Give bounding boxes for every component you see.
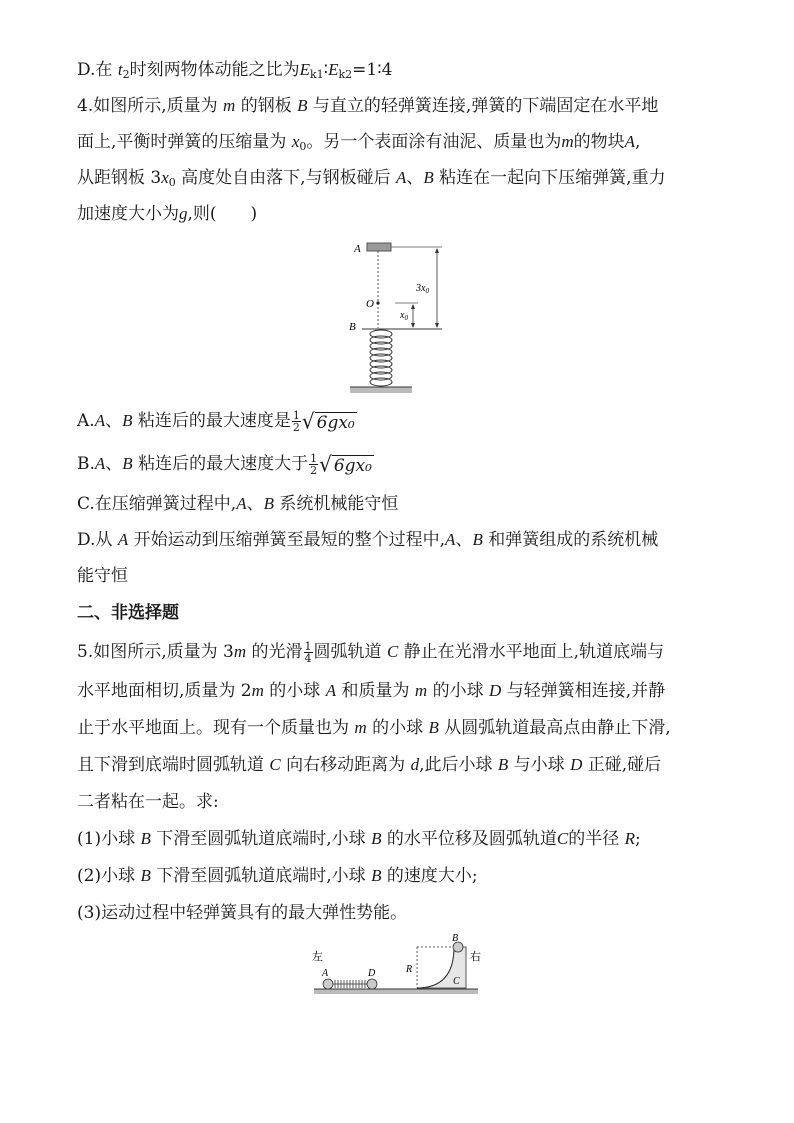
- text: A.: [77, 411, 95, 431]
- text: 的水平位移及圆弧轨道: [381, 829, 557, 849]
- label-d: D: [368, 968, 376, 979]
- text: B: [122, 411, 133, 430]
- text: B: [371, 866, 382, 885]
- label-r: R: [406, 964, 413, 975]
- text: 从距钢板 3: [77, 168, 162, 188]
- text: 下滑至圆弧轨道底端时,小球: [150, 829, 372, 849]
- text: 能守恒: [77, 566, 128, 586]
- text: 、: [406, 168, 424, 188]
- text: x: [291, 132, 300, 151]
- text: C: [386, 642, 399, 661]
- section-heading: 二、非选择题: [77, 603, 179, 623]
- text: 圆弧轨道: [313, 642, 387, 662]
- arc-track-figure: [308, 930, 488, 1000]
- point-o: [376, 301, 379, 304]
- q5-sub-2: [77, 866, 478, 886]
- label-right: 右: [470, 951, 481, 963]
- text: 、: [455, 530, 473, 550]
- fraction: $\frac{1}{2}$: [310, 452, 318, 477]
- text: 粘连后的最大速度是: [132, 411, 291, 431]
- ground-2: [314, 989, 478, 994]
- text: 面上,平衡时弹簧的压缩量为: [77, 132, 292, 152]
- spring-figure: [340, 236, 460, 396]
- text: B: [428, 718, 439, 737]
- text: 二者粘在一起。求:: [77, 792, 219, 812]
- label-x0: $x_0$: [400, 310, 408, 322]
- text: ,则( ): [187, 204, 258, 224]
- text: 的半径: [568, 829, 625, 849]
- option-d-prev: [77, 60, 392, 85]
- block-a: [367, 243, 391, 251]
- text: 的速度大小;: [381, 866, 478, 886]
- label-c: C: [453, 976, 460, 987]
- arrow-head-up2: [411, 304, 415, 309]
- text: d: [410, 755, 420, 774]
- arrow-head-up: [435, 248, 439, 253]
- ground: [350, 387, 412, 393]
- text: t: [117, 60, 123, 79]
- text: 系统机械能守恒: [274, 494, 399, 514]
- text: m: [233, 642, 247, 661]
- text: E: [299, 60, 310, 79]
- text: (2)小球: [77, 866, 141, 886]
- label-o: O: [366, 298, 374, 310]
- option-c: [77, 494, 398, 514]
- text: 水平地面相切,质量为 2: [77, 681, 252, 701]
- text: x: [161, 168, 169, 187]
- q5-sub-1: [77, 829, 641, 849]
- label-b: B: [349, 321, 356, 333]
- option-b: [77, 450, 374, 477]
- q4-line-1: [77, 96, 658, 116]
- text: 时刻两物体动能之比为: [129, 60, 300, 80]
- text: ;: [635, 829, 641, 849]
- option-a: [77, 407, 357, 434]
- text: 与小球: [508, 755, 571, 775]
- label-a2: A: [322, 968, 329, 979]
- text: k1: [309, 68, 324, 81]
- text: 0: [299, 140, 307, 153]
- text: m: [414, 681, 428, 700]
- text: ,此后小球: [419, 755, 498, 775]
- text: A: [396, 168, 407, 187]
- text: m: [251, 681, 264, 700]
- text: D: [489, 681, 502, 700]
- text: A: [325, 681, 337, 700]
- text: A: [94, 454, 106, 473]
- text: 粘连在一起向下压缩弹簧,重力: [433, 168, 666, 188]
- text: D.在: [77, 60, 118, 80]
- text: R: [624, 829, 636, 848]
- text: ,: [635, 132, 641, 152]
- text: m: [223, 96, 236, 115]
- text: =1∶4: [352, 60, 393, 80]
- text: B: [122, 454, 133, 473]
- text: B: [472, 530, 483, 549]
- text: 且下滑到底端时圆弧轨道: [77, 755, 270, 775]
- text: 、: [105, 454, 123, 474]
- text: 的小球: [366, 718, 429, 738]
- text: 和弹簧组成的系统机械: [482, 530, 659, 550]
- fraction: $\frac{1}{2}$: [292, 409, 300, 434]
- option-d-line-2: [77, 566, 128, 586]
- text: 的小球: [263, 681, 326, 701]
- text: 。另一个表面涂有油泥、质量也为: [306, 132, 562, 152]
- text: D.从: [77, 530, 118, 550]
- text: m: [561, 132, 574, 151]
- text: C: [269, 755, 281, 774]
- text: 与直立的轻弹簧连接,弹簧的下端固定在水平地: [307, 96, 659, 116]
- q5-line-4: [77, 755, 661, 775]
- text: 5.如图所示,质量为 3: [77, 642, 234, 662]
- text: B: [263, 494, 274, 513]
- text: m: [354, 718, 367, 737]
- q5-sub-3: [77, 903, 407, 923]
- q5-line-5: [77, 792, 219, 812]
- text: B.: [77, 454, 95, 474]
- sqrt: √ 6gx₀: [319, 450, 372, 477]
- q5-line-3: [77, 718, 671, 738]
- option-d-line-1: [77, 530, 658, 550]
- text: D: [570, 755, 583, 774]
- text: 向右移动距离为: [280, 755, 411, 775]
- label-3x0: $3x_0$: [416, 283, 429, 295]
- sqrt: √ 6gx₀: [301, 407, 355, 434]
- text: 、: [246, 494, 264, 514]
- text: 、: [105, 411, 123, 431]
- text: A: [117, 530, 129, 549]
- q4-line-3: [77, 168, 666, 193]
- text: 开始运动到压缩弹簧至最短的整个过程中,: [128, 530, 446, 550]
- fraction: $\frac{1}{4}$: [304, 640, 312, 665]
- text: A: [624, 132, 636, 151]
- text: C.在压缩弹簧过程中,: [77, 494, 237, 514]
- text: (3)运动过程中轻弹簧具有的最大弹性势能。: [77, 903, 408, 923]
- text: ∶: [323, 60, 329, 80]
- text: B: [140, 866, 151, 885]
- text: A: [236, 494, 247, 513]
- text: (1)小球: [77, 829, 141, 849]
- text: B: [140, 829, 151, 848]
- q4-line-4: [77, 204, 257, 224]
- spring: [370, 330, 392, 386]
- text: A: [94, 411, 106, 430]
- text: 与轻弹簧相连接,并静: [501, 681, 666, 701]
- text: C: [556, 829, 569, 848]
- text: 静止在光滑水平地面上,轨道底端与: [398, 642, 665, 662]
- q5-line-1: [77, 641, 664, 664]
- text: 高度处自由落下,与钢板碰后: [175, 168, 396, 188]
- text: 从圆弧轨道最高点由静止下滑,: [438, 718, 671, 738]
- label-b2: B: [452, 933, 459, 944]
- text: 止于水平地面上。现有一个质量也为: [77, 718, 355, 738]
- spring-horizontal: [333, 980, 368, 988]
- text: B: [497, 755, 509, 774]
- text: A: [445, 530, 456, 549]
- text: 下滑至圆弧轨道底端时,小球: [150, 866, 372, 886]
- label-left: 左: [312, 951, 323, 963]
- q4-line-2: [77, 132, 640, 157]
- arrow-head-down: [435, 323, 439, 328]
- text: B: [371, 829, 382, 848]
- text: 4.如图所示,质量为: [77, 96, 224, 116]
- label-a: A: [354, 243, 361, 255]
- text: k2: [338, 68, 353, 81]
- text: g: [179, 204, 188, 223]
- text: 的小球: [427, 681, 490, 701]
- text: 和质量为: [336, 681, 415, 701]
- text: 加速度大小为: [77, 204, 179, 224]
- arrow-head-down2: [411, 323, 415, 328]
- text: 的物块: [573, 132, 625, 152]
- text: B: [423, 168, 434, 187]
- q5-line-2: [77, 681, 665, 701]
- text: B: [297, 96, 308, 115]
- text: 正碰,碰后: [582, 755, 662, 775]
- text: E: [328, 60, 339, 79]
- ball-d: [367, 979, 377, 989]
- text: 粘连后的最大速度大于: [132, 454, 309, 474]
- text: 的钢板: [235, 96, 298, 116]
- text: 0: [168, 176, 176, 189]
- text: 2: [122, 68, 130, 81]
- text: 的光滑: [246, 642, 303, 662]
- ball-a: [323, 979, 333, 989]
